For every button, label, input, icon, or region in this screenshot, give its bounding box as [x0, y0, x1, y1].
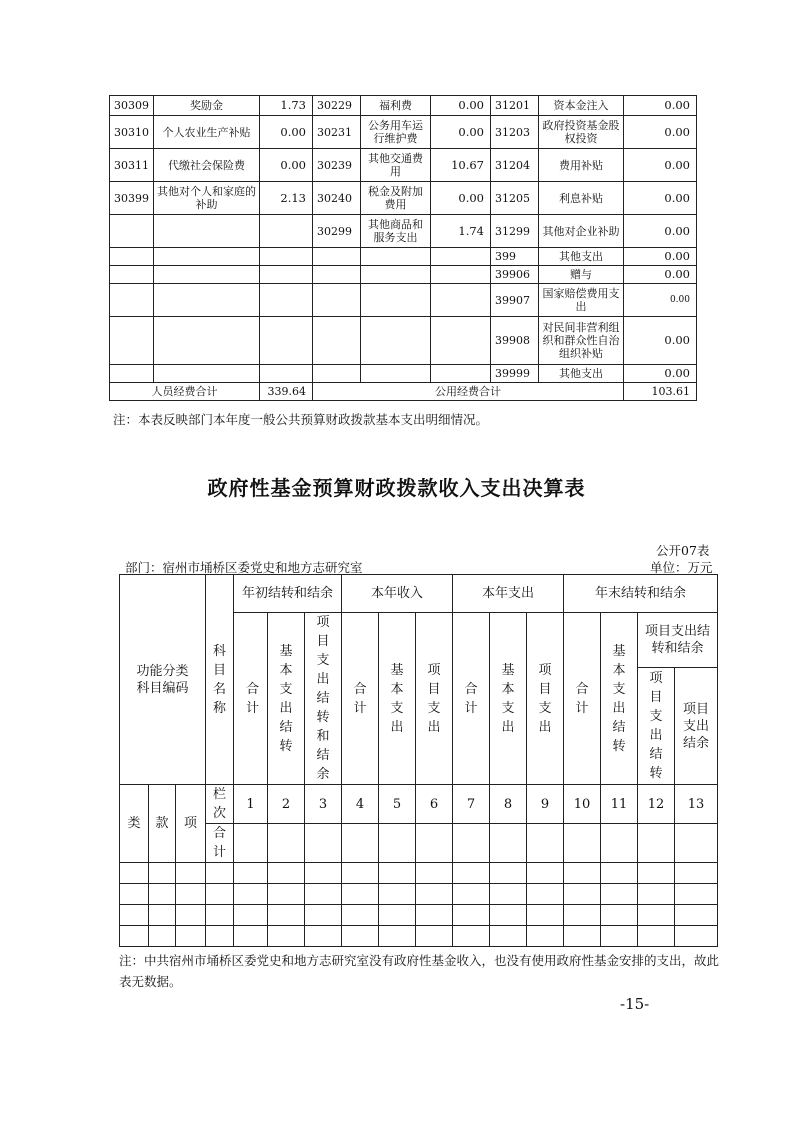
amount-cell: 0.00	[624, 116, 697, 149]
begin-balance-header: 年初结转和结余	[234, 575, 342, 613]
name-cell	[154, 215, 260, 248]
code-cell: 31203	[491, 116, 539, 149]
code-cell: 39907	[491, 284, 539, 317]
table-cell	[601, 926, 638, 947]
public-total-label: 公用经费合计	[313, 383, 624, 401]
table-cell	[527, 926, 564, 947]
name-cell	[361, 248, 431, 266]
code-cell: 30311	[110, 149, 154, 182]
col-number: 10	[564, 785, 601, 824]
table-cell	[305, 824, 342, 863]
amount-cell: 0.00	[624, 182, 697, 215]
code-cell	[313, 317, 361, 365]
table-row	[110, 248, 697, 266]
name-cell: 福利费	[361, 96, 431, 116]
begin-total-header: 合计	[234, 613, 268, 785]
table-cell	[176, 926, 206, 947]
page-title: 政府性基金预算财政拨款收入支出决算表	[207, 476, 586, 500]
basic-expenditure-table	[109, 95, 697, 401]
amount-cell: 0.00	[431, 96, 491, 116]
name-cell	[154, 317, 260, 365]
amount-cell: 2.13	[260, 182, 313, 215]
name-cell: 其他对个人和家庭的补助	[154, 182, 260, 215]
table-cell	[206, 884, 234, 905]
name-cell: 利息补贴	[539, 182, 624, 215]
table-row	[120, 905, 718, 926]
amount-cell: 0.00	[624, 365, 697, 383]
name-cell	[361, 284, 431, 317]
col-number: 13	[675, 785, 718, 824]
table-cell	[564, 926, 601, 947]
table-cell	[379, 926, 416, 947]
name-cell: 赠与	[539, 266, 624, 284]
table-cell	[268, 824, 305, 863]
table-cell	[305, 905, 342, 926]
amount-cell: 0.00	[624, 248, 697, 266]
code-cell	[110, 284, 154, 317]
income-total-header: 合计	[342, 613, 379, 785]
code-cell: 39908	[491, 317, 539, 365]
end-balance-header: 年末结转和结余	[564, 575, 718, 613]
table-cell	[342, 926, 379, 947]
table1-note: 注：本表反映部门本年度一般公共预算财政拨款基本支出明细情况。	[113, 412, 489, 427]
name-cell: 公务用车运行维护费	[361, 116, 431, 149]
table-cell	[379, 905, 416, 926]
page-number: -15-	[620, 995, 650, 1013]
col-number: 7	[453, 785, 490, 824]
amount-cell: 0.00	[624, 215, 697, 248]
table-cell	[176, 905, 206, 926]
amount-cell: 0.00	[624, 266, 697, 284]
table-cell	[601, 884, 638, 905]
amount-cell	[260, 266, 313, 284]
table-cell	[120, 863, 149, 884]
amount-cell: 0.00	[431, 116, 491, 149]
col-no-label: 栏次	[206, 785, 234, 824]
name-cell: 其他支出	[539, 365, 624, 383]
income-header: 本年收入	[342, 575, 453, 613]
amount-cell	[260, 248, 313, 266]
amount-cell: 0.00	[624, 96, 697, 116]
table-cell	[268, 884, 305, 905]
amount-cell	[260, 215, 313, 248]
code-cell: 30231	[313, 116, 361, 149]
code-cell: 399	[491, 248, 539, 266]
table-cell	[149, 884, 176, 905]
amount-cell: 1.74	[431, 215, 491, 248]
table-cell	[234, 884, 268, 905]
col-number: 8	[490, 785, 527, 824]
table-cell	[305, 863, 342, 884]
total-row-label: 合计	[206, 824, 234, 863]
name-cell: 其他商品和服务支出	[361, 215, 431, 248]
personnel-total-value: 339.64	[260, 383, 313, 401]
name-cell	[361, 365, 431, 383]
code-cell: 30240	[313, 182, 361, 215]
table-cell	[268, 905, 305, 926]
col-kuan: 款	[149, 785, 176, 863]
table-cell	[342, 824, 379, 863]
table-cell	[675, 905, 718, 926]
col-number: 12	[638, 785, 675, 824]
col-number: 11	[601, 785, 638, 824]
code-cell: 39906	[491, 266, 539, 284]
table-row	[110, 365, 697, 383]
table-row	[110, 284, 697, 317]
code-cell: 31201	[491, 96, 539, 116]
table-cell	[564, 905, 601, 926]
table-cell	[268, 926, 305, 947]
table-cell	[675, 884, 718, 905]
income-basic-header: 基本支出	[379, 613, 416, 785]
table-row	[110, 317, 697, 365]
table-cell	[453, 884, 490, 905]
table-cell	[416, 926, 453, 947]
name-cell: 国家赔偿费用支出	[539, 284, 624, 317]
table-cell	[601, 824, 638, 863]
code-cell	[110, 317, 154, 365]
table-cell	[564, 863, 601, 884]
table-cell	[416, 863, 453, 884]
end-basic-header: 基本支出结转	[601, 613, 638, 785]
code-cell	[313, 365, 361, 383]
amount-cell	[431, 284, 491, 317]
table-cell	[527, 824, 564, 863]
table-cell	[120, 884, 149, 905]
name-cell: 其他支出	[539, 248, 624, 266]
table-cell	[379, 824, 416, 863]
table-row	[110, 116, 697, 149]
col-number: 4	[342, 785, 379, 824]
code-cell	[313, 248, 361, 266]
name-cell: 其他对企业补助	[539, 215, 624, 248]
name-cell	[154, 248, 260, 266]
table-cell	[416, 824, 453, 863]
amount-cell	[431, 365, 491, 383]
code-cell: 31205	[491, 182, 539, 215]
table-cell	[149, 863, 176, 884]
amount-cell: 0.00	[260, 116, 313, 149]
table-cell	[379, 863, 416, 884]
table-cell	[342, 905, 379, 926]
table-total-row	[110, 383, 697, 401]
table-cell	[268, 863, 305, 884]
expense-project-header: 项目支出	[527, 613, 564, 785]
table-cell	[149, 905, 176, 926]
table-cell	[490, 824, 527, 863]
col-number: 3	[305, 785, 342, 824]
table-cell	[527, 884, 564, 905]
table-cell	[564, 824, 601, 863]
table-cell	[638, 863, 675, 884]
table-cell	[638, 905, 675, 926]
table-cell	[342, 863, 379, 884]
code-cell: 31299	[491, 215, 539, 248]
end-project-carry-header: 项目支出结转	[638, 668, 675, 785]
name-cell: 奖励金	[154, 96, 260, 116]
func-code-header: 功能分类科目编码	[120, 575, 206, 785]
table-cell	[564, 884, 601, 905]
name-cell	[154, 266, 260, 284]
fund-budget-table	[119, 574, 718, 947]
col-xiang: 项	[176, 785, 206, 863]
personnel-total-label: 人员经费合计	[110, 383, 260, 401]
table-cell	[206, 863, 234, 884]
col-lei: 类	[120, 785, 149, 863]
table-row	[110, 266, 697, 284]
code-cell	[110, 248, 154, 266]
table-cell	[234, 905, 268, 926]
code-cell: 30310	[110, 116, 154, 149]
table-cell	[206, 926, 234, 947]
end-project-balance-header: 项目支出结余	[675, 668, 718, 785]
name-cell: 对民间非营利组织和群众性自治组织补贴	[539, 317, 624, 365]
expense-basic-header: 基本支出	[490, 613, 527, 785]
table-cell	[490, 905, 527, 926]
end-project-header: 项目支出结转和结余	[638, 613, 718, 668]
table-cell	[638, 824, 675, 863]
amount-cell: 0.00	[624, 149, 697, 182]
amount-cell	[260, 365, 313, 383]
table-cell	[453, 824, 490, 863]
name-cell: 代缴社会保险费	[154, 149, 260, 182]
table-cell	[601, 863, 638, 884]
table-row	[110, 182, 697, 215]
begin-project-header: 项目支出结转和结余	[305, 613, 342, 785]
department-label: 部门：宿州市埇桥区委党史和地方志研究室	[125, 560, 363, 575]
table-cell	[234, 926, 268, 947]
end-total-header: 合计	[564, 613, 601, 785]
table-cell	[601, 905, 638, 926]
code-cell	[313, 284, 361, 317]
table-row	[120, 884, 718, 905]
code-cell	[313, 266, 361, 284]
form-number: 公开07表	[656, 543, 710, 558]
amount-cell: 0.00	[260, 149, 313, 182]
table-row	[120, 863, 718, 884]
table-cell	[638, 884, 675, 905]
table-cell	[490, 926, 527, 947]
table-cell	[305, 926, 342, 947]
table-cell	[453, 905, 490, 926]
expense-header: 本年支出	[453, 575, 564, 613]
table-row	[110, 96, 697, 116]
code-cell: 39999	[491, 365, 539, 383]
table-cell	[206, 905, 234, 926]
table-cell	[234, 824, 268, 863]
col-number: 1	[234, 785, 268, 824]
amount-cell: 1.73	[260, 96, 313, 116]
code-cell: 30399	[110, 182, 154, 215]
table-cell	[490, 863, 527, 884]
table-cell	[416, 905, 453, 926]
table-cell	[527, 863, 564, 884]
name-cell	[154, 365, 260, 383]
table-row	[120, 926, 718, 947]
amount-cell	[431, 317, 491, 365]
name-cell: 资本金注入	[539, 96, 624, 116]
table-cell	[416, 884, 453, 905]
income-project-header: 项目支出	[416, 613, 453, 785]
expense-total-header: 合计	[453, 613, 490, 785]
code-cell: 30239	[313, 149, 361, 182]
col-number: 9	[527, 785, 564, 824]
name-cell: 政府投资基金股权投资	[539, 116, 624, 149]
table-row	[110, 215, 697, 248]
col-number: 5	[379, 785, 416, 824]
public-total-value: 103.61	[624, 383, 697, 401]
table-cell	[120, 926, 149, 947]
table2-note: 注：中共宿州市埇桥区委党史和地方志研究室没有政府性基金收入，也没有使用政府性基金安排的支出，故此表无数据。	[119, 953, 720, 989]
table-cell	[675, 926, 718, 947]
unit-label: 单位：万元	[650, 560, 713, 575]
amount-cell	[431, 248, 491, 266]
table-cell	[527, 905, 564, 926]
table-cell	[675, 863, 718, 884]
amount-cell: 0.00	[624, 317, 697, 365]
table-cell	[120, 905, 149, 926]
code-cell	[110, 215, 154, 248]
col-number: 2	[268, 785, 305, 824]
begin-basic-header: 基本支出结转	[268, 613, 305, 785]
code-cell: 30309	[110, 96, 154, 116]
amount-cell	[260, 317, 313, 365]
subject-name-header: 科目名称	[206, 575, 234, 785]
name-cell	[361, 317, 431, 365]
table-cell	[149, 926, 176, 947]
table-cell	[379, 884, 416, 905]
name-cell: 其他交通费用	[361, 149, 431, 182]
table-cell	[638, 926, 675, 947]
table-cell	[176, 884, 206, 905]
table-cell	[490, 884, 527, 905]
col-number: 6	[416, 785, 453, 824]
code-cell: 30299	[313, 215, 361, 248]
code-cell	[110, 365, 154, 383]
name-cell	[361, 266, 431, 284]
table-cell	[305, 884, 342, 905]
name-cell: 税金及附加费用	[361, 182, 431, 215]
table-cell	[342, 884, 379, 905]
amount-cell: 0.00	[624, 284, 697, 317]
amount-cell: 0.00	[431, 182, 491, 215]
table-row	[110, 149, 697, 182]
code-cell: 31204	[491, 149, 539, 182]
name-cell: 个人农业生产补贴	[154, 116, 260, 149]
table-cell	[176, 863, 206, 884]
amount-cell	[260, 284, 313, 317]
code-cell	[110, 266, 154, 284]
name-cell	[154, 284, 260, 317]
table-cell	[453, 926, 490, 947]
table-cell	[675, 824, 718, 863]
code-cell: 30229	[313, 96, 361, 116]
amount-cell: 10.67	[431, 149, 491, 182]
name-cell: 费用补贴	[539, 149, 624, 182]
amount-cell	[431, 266, 491, 284]
table-cell	[234, 863, 268, 884]
table-cell	[453, 863, 490, 884]
